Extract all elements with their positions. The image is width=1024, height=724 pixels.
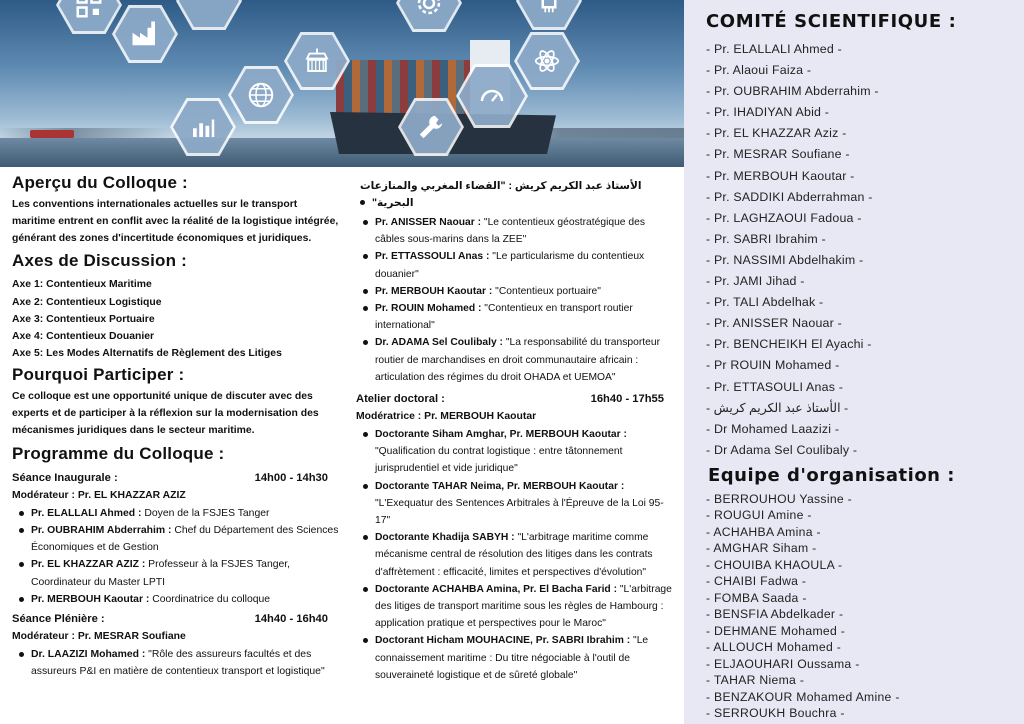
speaker-desc: "Qualification du contrat logistique : entre tâtonnement jurisprudentiel et vide juridique" — [375, 446, 623, 475]
left-column — [12, 173, 342, 680]
list-item: - Pr. NASSIMI Abdelhakim - — [706, 252, 864, 267]
speaker-desc: "Contentieux portuaire" — [492, 285, 601, 297]
list-item: - Pr. EL KHAZZAR Aziz - — [706, 126, 847, 141]
hero-banner — [0, 0, 684, 167]
speaker-name: Pr. ETTASSOULI Anas : — [375, 251, 490, 263]
pleniere-speakers-continued — [356, 214, 676, 386]
globe-icon — [228, 66, 294, 124]
list-item — [362, 248, 676, 282]
speaker-desc: "Le connaissement maritime : Du titre négociable à l'outil de souveraineté logistique et de sûreté globale" — [375, 635, 649, 681]
speaker-desc: "Le particularisme du contentieux douanier" — [375, 251, 645, 280]
speaker-desc: Coordinatrice du colloque — [149, 593, 271, 605]
list-item: - Pr. MESRAR Soufiane - — [706, 147, 850, 162]
speaker-name: Doctorante TAHAR Neima, Pr. MERBOUH Kaoutar : — [375, 480, 625, 492]
list-item: - ACHAHBA Amina - — [706, 524, 821, 539]
comite-title: COMITÉ SCIENTIFIQUE : — [706, 11, 957, 32]
list-item — [18, 522, 342, 556]
speaker-desc: Chef du Département des Sciences Économiques et de Gestion — [31, 525, 339, 554]
list-item: - الأستاذ عبد الكريم كريش - — [706, 400, 849, 415]
list-item — [18, 646, 342, 680]
list-item: - ALLOUCH Mohamed - — [706, 640, 842, 655]
right-column — [684, 0, 1024, 724]
speaker-name: Dr. LAAZIZI Mohamed : — [31, 649, 146, 661]
list-item: - BENZAKOUR Mohamed Amine - — [706, 689, 900, 704]
pleniere-speakers — [12, 646, 342, 680]
speaker-name: Pr. MERBOUH Kaoutar : — [31, 593, 150, 605]
small-boat — [30, 130, 74, 138]
bullet-dot — [360, 200, 365, 205]
list-item: - Pr. TALI Abdelhak - — [706, 295, 824, 310]
list-item — [362, 300, 676, 334]
inaugurale-moderateur: Modérateur : Pr. EL KHAZZAR AZIZ — [12, 489, 186, 501]
comite-list — [706, 39, 1024, 461]
list-item: - Pr. ANISSER Naouar - — [706, 316, 842, 331]
axe-item: Axe 2: Contentieux Logistique — [12, 296, 162, 308]
list-item: - Dr Mohamed Laazizi - — [706, 421, 840, 436]
list-item — [362, 581, 676, 633]
list-item: - Pr. ETTASOULI Anas - — [706, 379, 844, 394]
seance-inaugurale-label: Séance Inaugurale : — [12, 471, 118, 484]
list-item: - ROUGUI Amine - — [706, 508, 812, 523]
atelier-label: Atelier doctoral : — [356, 393, 445, 406]
seance-pleniere-time: 14h40 - 16h40 — [254, 613, 328, 626]
speaker-desc: "L'Exequatur des Sentences Arbitrales à l'Épreuve de la Loi 95-17" — [375, 497, 664, 527]
list-item: - DEHMANE Mohamed - — [706, 623, 846, 638]
speaker-desc: "Le contentieux géostratégique des câbles sous-marins dans la ZEE" — [375, 217, 645, 246]
axe-item: Axe 3: Contentieux Portuaire — [12, 313, 155, 325]
axe-item: Axe 4: Contentieux Douanier — [12, 331, 155, 342]
apercu-text: Les conventions internationales actuelles sur le transport maritime entrent en conflit avec la réalité de la logistique intégrée, générant des zones d'incertitude économiques et juridiques. — [12, 199, 339, 244]
list-item — [18, 591, 342, 608]
pourquoi-text: Ce colloque est une opportunité unique de discuter avec des experts et de participer à la réflexion sur la modernisation des mécanismes juridiques dans le secteur maritime. — [12, 391, 319, 436]
equipe-title: Equipe d'organisation : — [708, 464, 955, 486]
speaker-name: Doctorante Khadija SABYH : — [375, 532, 515, 544]
list-item — [362, 214, 676, 248]
factory-icon — [112, 5, 178, 63]
list-item: - Pr. Alaoui Faiza - — [706, 63, 812, 78]
speaker-desc: "Contentieux en transport routier international" — [375, 303, 633, 332]
atelier-speakers — [356, 426, 676, 684]
speaker-name: Dr. ADAMA Sel Coulibaly : — [375, 337, 503, 349]
list-item: - CHOUIBA KHAOULA - — [706, 557, 843, 572]
list-item: - Pr. SABRI Ibrahim - — [706, 231, 826, 246]
list-item: - Pr. IHADIYAN Abid - — [706, 105, 830, 120]
list-item: - Pr. LAGHZAOUI Fadoua - — [706, 210, 862, 225]
programme-title: Programme du Colloque : — [12, 443, 225, 463]
list-item: - AMGHAR Siham - — [706, 541, 817, 556]
inaugurale-speakers — [12, 505, 342, 608]
list-item: - ELJAOUHARI Oussama - — [706, 656, 860, 671]
decor-hex — [176, 0, 242, 30]
list-item: - Pr. JAMI Jihad - — [706, 274, 805, 289]
container-stack — [336, 60, 476, 114]
qr-code-icon — [56, 0, 122, 34]
list-item: - FOMBA Saada - — [706, 590, 807, 605]
list-item: - Dr Adama Sel Coulibaly - — [706, 442, 858, 457]
list-item — [18, 556, 342, 590]
list-item — [362, 529, 676, 581]
speaker-name: Pr. EL KHAZZAR AZIZ : — [31, 559, 146, 571]
list-item: - BERROUHOU Yassine - — [706, 491, 853, 506]
atom-icon — [514, 32, 580, 90]
speaker-desc: "La responsabilité du transporteur routier de marchandises en droit communautaire africain : articulation des régimes du droit OHADA et UEMOA" — [375, 337, 661, 383]
chip-icon — [516, 0, 582, 30]
apercu-title: Aperçu du Colloque : — [12, 173, 188, 192]
seance-pleniere-header — [12, 611, 330, 628]
axe-item: Axe 5: Les Modes Alternatifs de Règlement des Litiges — [12, 348, 282, 360]
speaker-desc: "L'arbitrage maritime comme mécanisme central de résolution des litiges dans les contrats d'affrètement : efficacité, limites et perspectives d'évolution" — [375, 532, 653, 578]
speaker-name: Doctorant Hicham MOUHACINE, Pr. SABRI Ibrahim : — [375, 635, 631, 647]
list-item — [362, 478, 676, 530]
speaker-name: Pr. ELALLALI Ahmed : — [31, 507, 142, 519]
list-item — [18, 505, 342, 522]
list-item — [362, 426, 676, 478]
speaker-name: Doctorante Siham Amghar, Pr. MERBOUH Kaoutar : — [375, 429, 627, 441]
speaker-name: Pr. MERBOUH Kaoutar : — [375, 285, 493, 297]
list-item — [362, 632, 676, 684]
gear-icon — [396, 0, 462, 32]
speaker-name: Doctorante ACHAHBA Amina, Pr. El Bacha Farid : — [375, 583, 618, 595]
middle-column — [356, 178, 676, 684]
pleniere-moderateur: Modérateur : Pr. MESRAR Soufiane — [12, 631, 186, 643]
speaker-desc: Doyen de la FSJES Tanger — [141, 507, 270, 519]
pourquoi-title: Pourquoi Participer : — [12, 365, 185, 385]
list-item — [362, 334, 676, 386]
list-item: - Pr. OUBRAHIM Abderrahim - — [706, 84, 879, 99]
list-item: - Pr. ELALLALI Ahmed - — [706, 42, 842, 56]
speaker-desc: "L'arbitrage des litiges de transport maritime sous les règles de Hambourg : application pratique et perspectives pour le Maroc" — [375, 583, 672, 630]
list-item: - CHAIBI Fadwa - — [706, 574, 807, 589]
arabic-speaker — [356, 178, 676, 212]
atelier-header — [356, 391, 672, 408]
list-item: - Pr. BENCHEIKH El Ayachi - — [706, 337, 872, 352]
axes-list — [12, 276, 342, 362]
axes-title: Axes de Discussion : — [12, 251, 188, 271]
arabic-speaker-text: الأستاذ عبد الكريم كريش : "القضاء المغربي والمنازعات البحرية" — [360, 180, 642, 209]
list-item: - SERROUKH Bouchra - — [706, 706, 845, 721]
seance-inaugurale-time: 14h00 - 14h30 — [254, 471, 328, 484]
speaker-name: Pr. ROUIN Mohamed : — [375, 303, 482, 315]
speaker-desc: Professeur à la FSJES Tanger, Coordinateur du Master LPTI — [31, 559, 291, 588]
list-item — [362, 283, 676, 300]
list-item: - Pr. SADDIKI Abderrahman - — [706, 189, 873, 204]
axe-item: Axe 1: Contentieux Maritime — [12, 279, 152, 291]
atelier-moderatrice: Modératrice : Pr. MERBOUH Kaoutar — [356, 411, 537, 423]
speaker-name: Pr. ANISSER Naouar : — [375, 217, 482, 228]
list-item: - TAHAR Niema - — [706, 673, 805, 688]
atelier-time: 16h40 - 17h55 — [590, 393, 664, 406]
speaker-name: Pr. OUBRAHIM Abderrahim : — [31, 525, 172, 536]
speaker-desc: "Rôle des assureurs facultés et des assureurs P&I en matière de contentieux transport et logistique" — [31, 649, 325, 678]
seance-pleniere-label: Séance Plénière : — [12, 613, 105, 626]
list-item: - Pr. MERBOUH Kaoutar - — [706, 168, 855, 183]
equipe-list — [706, 491, 1024, 722]
list-item: - BENSFIA Abdelkader - — [706, 607, 844, 622]
seance-inaugurale-header — [12, 470, 330, 487]
list-item: - Pr ROUIN Mohamed - — [706, 358, 840, 373]
